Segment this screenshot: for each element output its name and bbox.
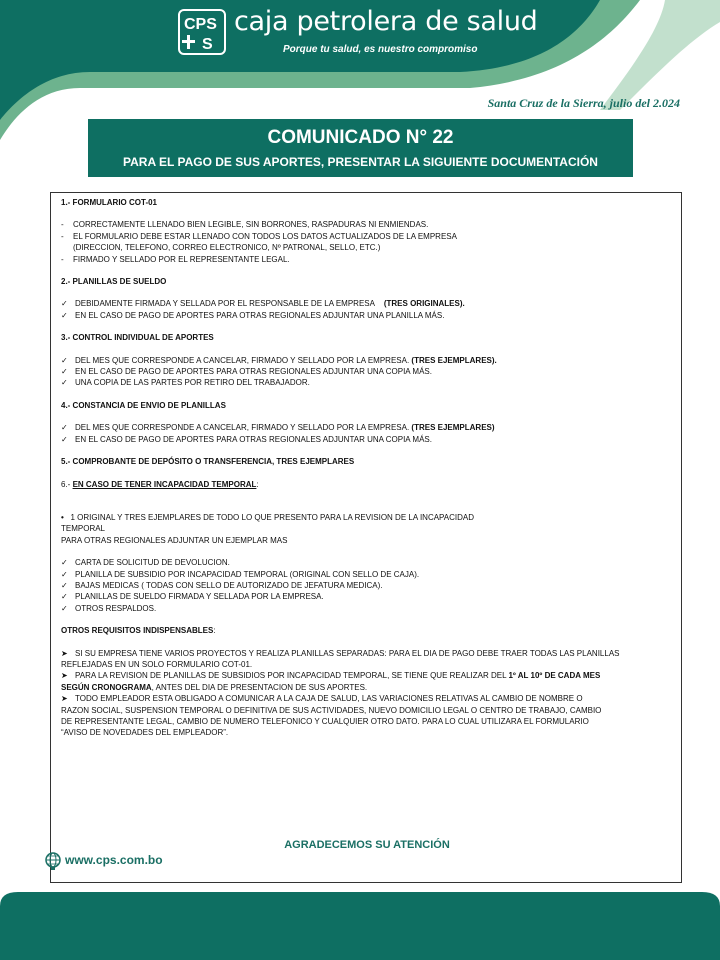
list-item: ✓ DEBIDAMENTE FIRMADA Y SELLADA POR EL RESPONSABLE DE LA EMPRESA (TRES ORIGINALES). (61, 299, 465, 309)
document-date: Santa Cruz de la Sierra, julio del 2.024 (487, 96, 680, 110)
list-item: ➤ PARA LA REVISION DE PLANILLAS DE SUBSIDIOS POR INCAPACIDAD TEMPORAL, SE TIENE QUE REALIZAR DEL 1º AL 10º DE CADA MES (61, 671, 601, 681)
check-icon: ✓ (61, 355, 68, 365)
list-item: ✓ BAJAS MEDICAS ( TODAS CON SELLO DE AUTORIZADO DE JEFATURA MEDICA). (61, 580, 383, 590)
check-icon: ✓ (61, 378, 68, 388)
check-icon: ✓ (61, 299, 68, 309)
list-item: ✓ OTROS RESPALDOS. (61, 603, 157, 613)
section-1-heading: 1.- FORMULARIO COT-01 (61, 198, 158, 207)
list-item: ✓ DEL MES QUE CORRESPONDE A CANCELAR, FIRMADO Y SELLADO POR LA EMPRESA. (TRES EJEMPLARES). (61, 355, 497, 365)
page-subtitle: PARA EL PAGO DE SUS APORTES, PRESENTAR LA SIGUIENTE DOCUMENTACIÓN (123, 155, 598, 169)
list-item: ➤ TODO EMPLEADOR ESTA OBLIGADO A COMUNICAR A LA CAJA DE SALUD, LAS VARIACIONES RELATIVAS AL CAMBIO DE NOMBRE O (61, 694, 583, 704)
list-item: RAZON SOCIAL, SUSPENSION TEMPORAL O DEFINITIVA DE SUS ACTIVIDADES, NUEVO DOMICILIO LEGAL O CENTRO DE TRABAJO, CAMBIO (61, 705, 602, 715)
check-icon: ✓ (61, 558, 68, 568)
section-4-heading: 4.- CONSTANCIA DE ENVIO DE PLANILLAS (61, 400, 226, 410)
globe-icon (45, 851, 61, 871)
list-item: ✓ PLANILLA DE SUBSIDIO POR INCAPACIDAD TEMPORAL (ORIGINAL CON SELLO DE CAJA). (61, 569, 420, 579)
list-item: - EL FORMULARIO DEBE ESTAR LLENADO CON TODOS LOS DATOS ACTUALIZADOS DE LA EMPRESA (61, 231, 457, 241)
check-icon: ✓ (61, 367, 68, 377)
check-icon: ✓ (61, 423, 68, 433)
cps-logo-icon (178, 9, 226, 55)
list-item: “AVISO DE NOVEDADES DEL EMPLEADOR”. (61, 728, 229, 738)
requirements-panel (50, 192, 682, 883)
check-icon: ✓ (61, 592, 68, 602)
footer-band (0, 888, 720, 960)
check-icon: ✓ (61, 569, 68, 579)
list-item: (DIRECCION, TELEFONO, CORREO ELECTRONICO, Nº PATRONAL, SELLO, ETC.) (73, 243, 381, 253)
section-2-heading: 2.- PLANILLAS DE SUELDO (61, 277, 167, 287)
section-5-heading: 5.- COMPROBANTE DE DEPÓSITO O TRANSFERENCIA, TRES EJEMPLARES (61, 457, 355, 467)
list-item: ➤ SI SU EMPRESA TIENE VARIOS PROYECTOS Y REALIZA PLANILLAS SEPARADAS: PARA EL DIA DE PAGO DEBE TRAER TODAS LAS PLANILLAS (61, 648, 620, 658)
list-item: ✓ UNA COPIA DE LAS PARTES POR RETIRO DEL TRABAJADOR. (61, 378, 310, 388)
list-item: • 1 ORIGINAL Y TRES EJEMPLARES DE TODO LO QUE PRESENTO PARA LA REVISION DE LA INCAPACIDAD (61, 512, 475, 522)
list-item: - CORRECTAMENTE LLENADO BIEN LEGIBLE, SIN BORRONES, RASPADURAS NI ENMIENDAS. (61, 220, 429, 230)
section-6-heading: 6.- EN CASO DE TENER INCAPACIDAD TEMPORAL: (61, 479, 259, 489)
arrow-icon: ➤ (61, 671, 68, 681)
list-item: PARA OTRAS REGIONALES ADJUNTAR UN EJEMPLAR MAS (61, 535, 288, 545)
list-item: - FIRMADO Y SELLADO POR EL REPRESENTANTE LEGAL. (61, 254, 290, 264)
list-item: ✓ CARTA DE SOLICITUD DE DEVOLUCION. (61, 558, 230, 568)
section-3-heading: 3.- CONTROL INDIVIDUAL DE APORTES (61, 333, 214, 343)
list-item: ✓ DEL MES QUE CORRESPONDE A CANCELAR, FIRMADO Y SELLADO POR LA EMPRESA. (TRES EJEMPLARES) (61, 423, 495, 433)
list-item: ✓ EN EL CASO DE PAGO DE APORTES PARA OTRAS REGIONALES ADJUNTAR UNA COPIA MÁS. (61, 434, 432, 444)
check-icon: ✓ (61, 603, 68, 613)
svg-text:S: S (202, 36, 213, 53)
list-item: ✓ PLANILLAS DE SUELDO FIRMADA Y SELLADA POR LA EMPRESA. (61, 592, 324, 602)
logo-text: CPS (184, 16, 217, 33)
list-item: ✓ EN EL CASO DE PAGO DE APORTES PARA OTRAS REGIONALES ADJUNTAR UNA PLANILLA MÁS. (61, 310, 445, 320)
list-item: SEGÚN CRONOGRAMA, ANTES DEL DIA DE PRESENTACION DE SUS APORTES. (61, 682, 368, 692)
brand-name: caja petrolera de salud (234, 6, 538, 37)
arrow-icon: ➤ (61, 694, 68, 704)
title-box (88, 119, 633, 177)
thanks-message: AGRADECEMOS SU ATENCIÓN (284, 839, 450, 851)
list-item: REFLEJADAS EN UN SOLO FORMULARIO COT-01. (61, 659, 253, 669)
page-title: COMUNICADO N° 22 (267, 127, 454, 148)
check-icon: ✓ (61, 434, 68, 444)
check-icon: ✓ (61, 310, 68, 320)
list-item: DE REPRESENTANTE LEGAL, CAMBIO DE NUMERO TELEFONICO Y CUALQUIER OTRO DATO. PARA LO CUAL UTILIZARA EL FORMULARIO (61, 717, 589, 726)
slogan: Porque tu salud, es nuestro compromiso (283, 44, 478, 55)
list-item: ✓ EN EL CASO DE PAGO DE APORTES PARA OTRAS REGIONALES ADJUNTAR UNA COPIA MÁS. (61, 367, 432, 377)
website-url[interactable]: www.cps.com.bo (65, 853, 163, 868)
list-item: TEMPORAL (61, 524, 106, 534)
website-link[interactable] (45, 851, 163, 871)
arrow-icon: ➤ (61, 648, 68, 658)
check-icon: ✓ (61, 580, 68, 590)
otros-heading: OTROS REQUISITOS INDISPENSABLES: (61, 626, 216, 636)
